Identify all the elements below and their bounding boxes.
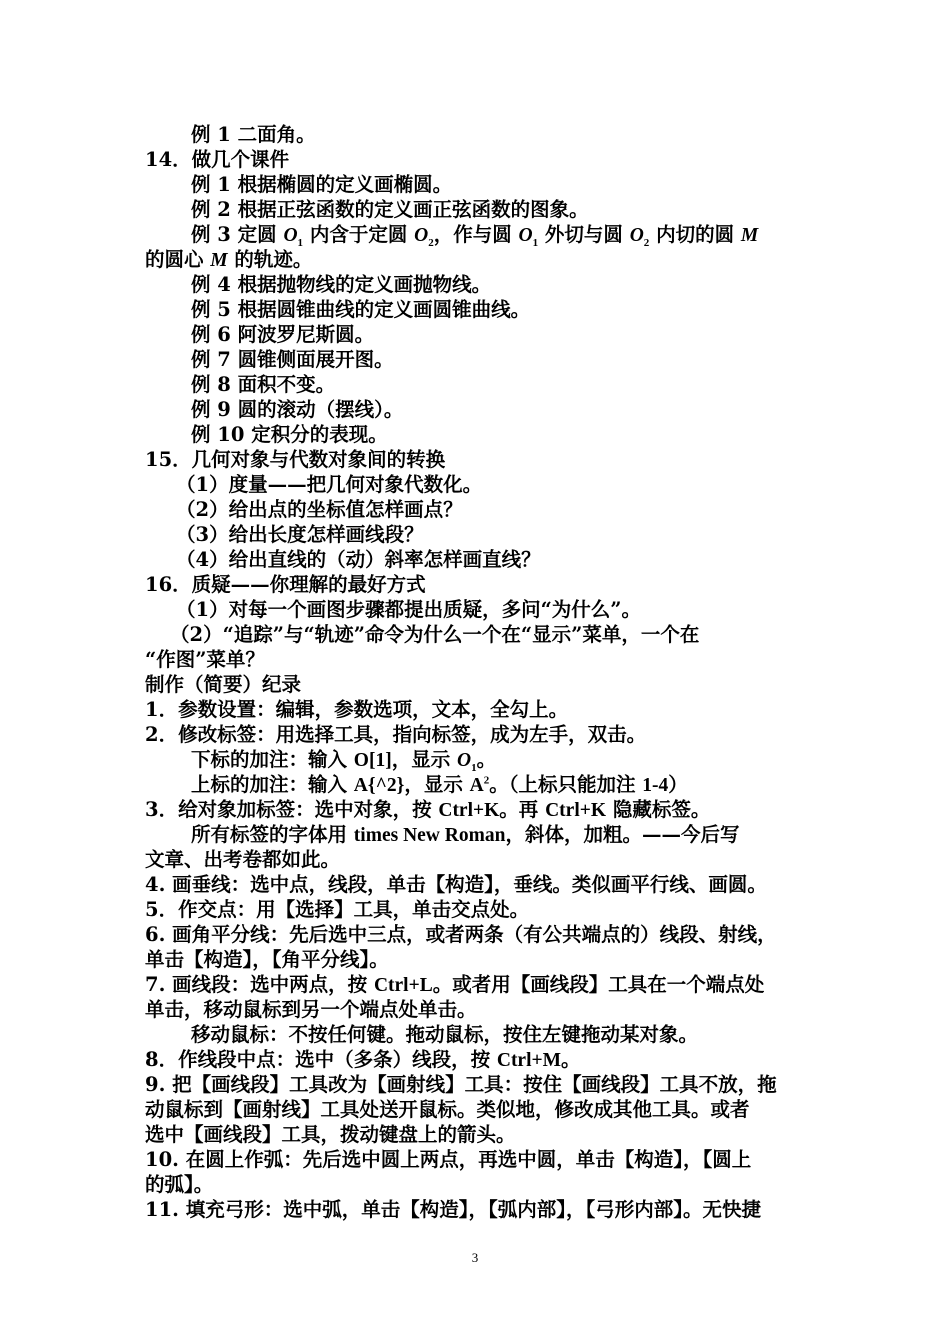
example-line: 例 6 阿波罗尼斯圆。 xyxy=(191,323,375,346)
record-subitem: 所有标签的字体用 times New Roman，斜体，加粗。——今后写 xyxy=(191,823,740,846)
record-subitem-continuation: 文章、出考卷都如此。 xyxy=(145,848,341,871)
record-item-continuation: 选中【画线段】工具，拨动键盘上的箭头。 xyxy=(145,1123,516,1146)
record-item: 1．参数设置：编辑，参数选项，文本，全勾上。 xyxy=(145,698,569,721)
example-line: 例 1 二面角。 xyxy=(191,123,316,146)
record-item: 11. 填充弓形：选中弧，单击【构造】，【弧内部】，【弓形内部】。无快捷 xyxy=(145,1198,761,1221)
example-line: 例 8 面积不变。 xyxy=(191,373,336,396)
list-item: （2）给出点的坐标值怎样画点？ xyxy=(176,498,463,521)
record-item-continuation: 单击【构造】，【角平分线】。 xyxy=(145,948,389,971)
record-item: 6. 画角平分线：先后选中三点，或者两条（有公共端点的）线段、射线， xyxy=(145,923,777,946)
section-heading: 14．做几个课件 xyxy=(145,148,290,171)
record-subitem: 移动鼠标：不按任何键。拖动鼠标，按住左键拖动某对象。 xyxy=(191,1023,699,1046)
example-line: 例 3 定圆 $O_1$ 内含于定圆 $O_2$，作与圆 $O_1$ 外切与圆 $O_2$ 内切的圆 M xyxy=(191,223,759,249)
example-line: 例 1 根据椭圆的定义画椭圆。 xyxy=(191,173,453,196)
record-item: 9. 把【画线段】工具改为【画射线】工具：按住【画线段】工具不放，拖 xyxy=(145,1073,777,1096)
record-item: 8．作线段中点：选中（多条）线段，按 Ctrl+M。 xyxy=(145,1048,581,1071)
page-number: 3 xyxy=(471,1250,479,1265)
example-line: 例 10 定积分的表现。 xyxy=(191,423,388,446)
record-item-continuation: 单击，移动鼠标到另一个端点处单击。 xyxy=(145,998,477,1021)
record-item: 7. 画线段：选中两点，按 Ctrl+L。或者用【画线段】工具在一个端点处 xyxy=(145,973,765,996)
section-heading: 制作（简要）纪录 xyxy=(145,673,302,696)
example-line: 例 4 根据抛物线的定义画抛物线。 xyxy=(191,273,492,296)
example-line-continuation: 的圆心 M 的轨迹。 xyxy=(145,248,313,271)
list-item: （4）给出直线的（动）斜率怎样画直线？ xyxy=(176,548,541,571)
list-item-continuation: “作图”菜单？ xyxy=(145,648,265,671)
record-item-continuation: 动鼠标到【画射线】工具处送开鼠标。类似地，修改成其他工具。或者 xyxy=(145,1098,750,1121)
list-item: （3）给出长度怎样画线段？ xyxy=(176,523,424,546)
record-item: 10. 在圆上作弧：先后选中圆上两点，再选中圆，单击【构造】，【圆上 xyxy=(145,1148,752,1171)
list-item: （1）对每一个画图步骤都提出质疑，多问“为什么”。 xyxy=(176,598,642,621)
example-line: 例 7 圆锥侧面展开图。 xyxy=(191,348,394,371)
record-item: 5．作交点：用【选择】工具，单击交点处。 xyxy=(145,898,530,921)
record-subitem: 下标的加注：输入 O[1]，显示 $O_1$。 xyxy=(191,748,497,774)
section-heading: 16．质疑——你理解的最好方式 xyxy=(145,573,426,596)
record-item: 2．修改标签：用选择工具，指向标签，成为左手，双击。 xyxy=(145,723,647,746)
list-item: （2）“追踪”与“轨迹”命令为什么一个在“显示”菜单，一个在 xyxy=(170,623,700,646)
record-subitem: 上标的加注：输入 A{^2}，显示 $A^2$。（上标只能加注 1-4） xyxy=(191,773,688,796)
section-heading: 15．几何对象与代数对象间的转换 xyxy=(145,448,446,471)
example-line: 例 5 根据圆锥曲线的定义画圆锥曲线。 xyxy=(191,298,531,321)
record-item: 3．给对象加标签：选中对象，按 Ctrl+K。再 Ctrl+K 隐藏标签。 xyxy=(145,798,711,821)
record-item-continuation: 的弧】。 xyxy=(145,1173,214,1196)
list-item: （1）度量——把几何对象代数化。 xyxy=(176,473,483,496)
record-item: 4. 画垂线：选中点，线段，单击【构造】，垂线。类似画平行线、画圆。 xyxy=(145,873,767,896)
example-line: 例 2 根据正弦函数的定义画正弦函数的图象。 xyxy=(191,198,589,221)
example-line: 例 9 圆的滚动（摆线）。 xyxy=(191,398,404,421)
